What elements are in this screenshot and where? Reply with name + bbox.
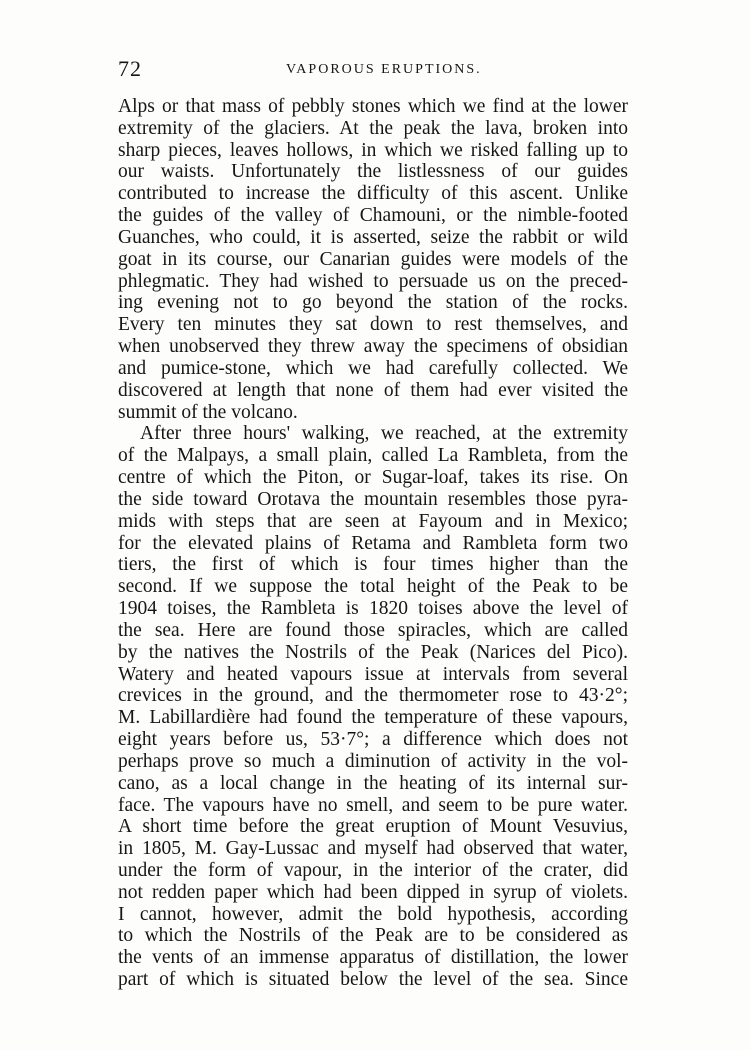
text-line: face. The vapours have no smell, and seem to be pure water.	[118, 794, 628, 816]
running-header	[118, 56, 638, 86]
text-line: tiers, the first of which is four times higher than the	[118, 554, 628, 576]
text-line: the side toward Orotava the mountain resembles those pyra-	[118, 488, 628, 510]
text-line: Alps or that mass of pebbly stones which we find at the lower	[118, 96, 628, 117]
text-line: when unobserved they threw away the specimens of obsidian	[118, 336, 628, 358]
text-line: After three hours' walking, we reached, at the extremity	[140, 423, 628, 445]
text-line: Guanches, who could, it is asserted, seize the rabbit or wild	[118, 226, 628, 248]
text-line: I cannot, however, admit the bold hypothesis, according	[118, 903, 628, 925]
text-line: of the Malpays, a small plain, called La Rambleta, from the	[118, 445, 628, 467]
text-line: Watery and heated vapours issue at intervals from several	[118, 663, 628, 685]
text-line: under the form of vapour, in the interior of the crater, did	[118, 859, 628, 881]
text-line: summit of the volcano.	[118, 401, 298, 423]
text-line: ing evening not to go beyond the station of the rocks.	[118, 292, 628, 314]
text-line: part of which is situated below the level of the sea. Since	[118, 969, 628, 991]
text-line: 1904 toises, the Rambleta is 1820 toises above the level of	[118, 598, 628, 620]
text-line: the sea. Here are found those spiracles, which are called	[118, 619, 628, 641]
page-number: 72	[118, 56, 142, 81]
text-line: by the natives the Nostrils of the Peak (Narices del Pico).	[118, 641, 628, 663]
running-title: VAPOROUS ERUPTIONS.	[286, 62, 482, 77]
text-line: not redden paper which had been dipped in syrup of violets.	[118, 881, 628, 903]
text-line: in 1805, M. Gay-Lussac and myself had observed that water,	[118, 838, 628, 860]
text-line: to which the Nostrils of the Peak are to be considered as	[118, 925, 628, 947]
text-line: crevices in the ground, and the thermometer rose to 43·2°;	[118, 685, 628, 707]
text-line: discovered at length that none of them had ever visited the	[118, 379, 628, 401]
text-line: cano, as a local change in the heating of its internal sur-	[118, 772, 628, 794]
text-line: second. If we suppose the total height of the Peak to be	[118, 576, 628, 598]
text-line: extremity of the glaciers. At the peak the lava, broken into	[118, 117, 628, 139]
text-line: contributed to increase the difficulty of this ascent. Unlike	[118, 183, 628, 205]
text-line: the vents of an immense apparatus of distillation, the lower	[118, 947, 628, 969]
text-line: for the elevated plains of Retama and Rambleta form two	[118, 532, 628, 554]
text-line: the guides of the valley of Chamouni, or the nimble-footed	[118, 205, 628, 227]
text-line: centre of which the Piton, or Sugar-loaf, takes its rise. On	[118, 467, 628, 489]
text-line: M. Labillardière had found the temperature of these vapours,	[118, 707, 628, 729]
text-line: A short time before the great eruption of Mount Vesuvius,	[118, 816, 628, 838]
text-line: perhaps prove so much a diminution of activity in the vol-	[118, 750, 628, 772]
text-line: sharp pieces, leaves hollows, in which we risked falling up to	[118, 139, 628, 161]
text-line: our waists. Unfortunately the listlessness of our guides	[118, 161, 628, 183]
text-line: and pumice-stone, which we had carefully collected. We	[118, 357, 628, 379]
text-line: Every ten minutes they sat down to rest themselves, and	[118, 314, 628, 336]
text-line: eight years before us, 53·7°; a difference which does not	[118, 729, 628, 751]
text-line: goat in its course, our Canarian guides were models of the	[118, 248, 628, 270]
text-line: mids with steps that are seen at Fayoum and in Mexico;	[118, 510, 628, 532]
text-line: phlegmatic. They had wished to persuade us on the preced-	[118, 270, 628, 292]
body-text	[118, 96, 628, 991]
